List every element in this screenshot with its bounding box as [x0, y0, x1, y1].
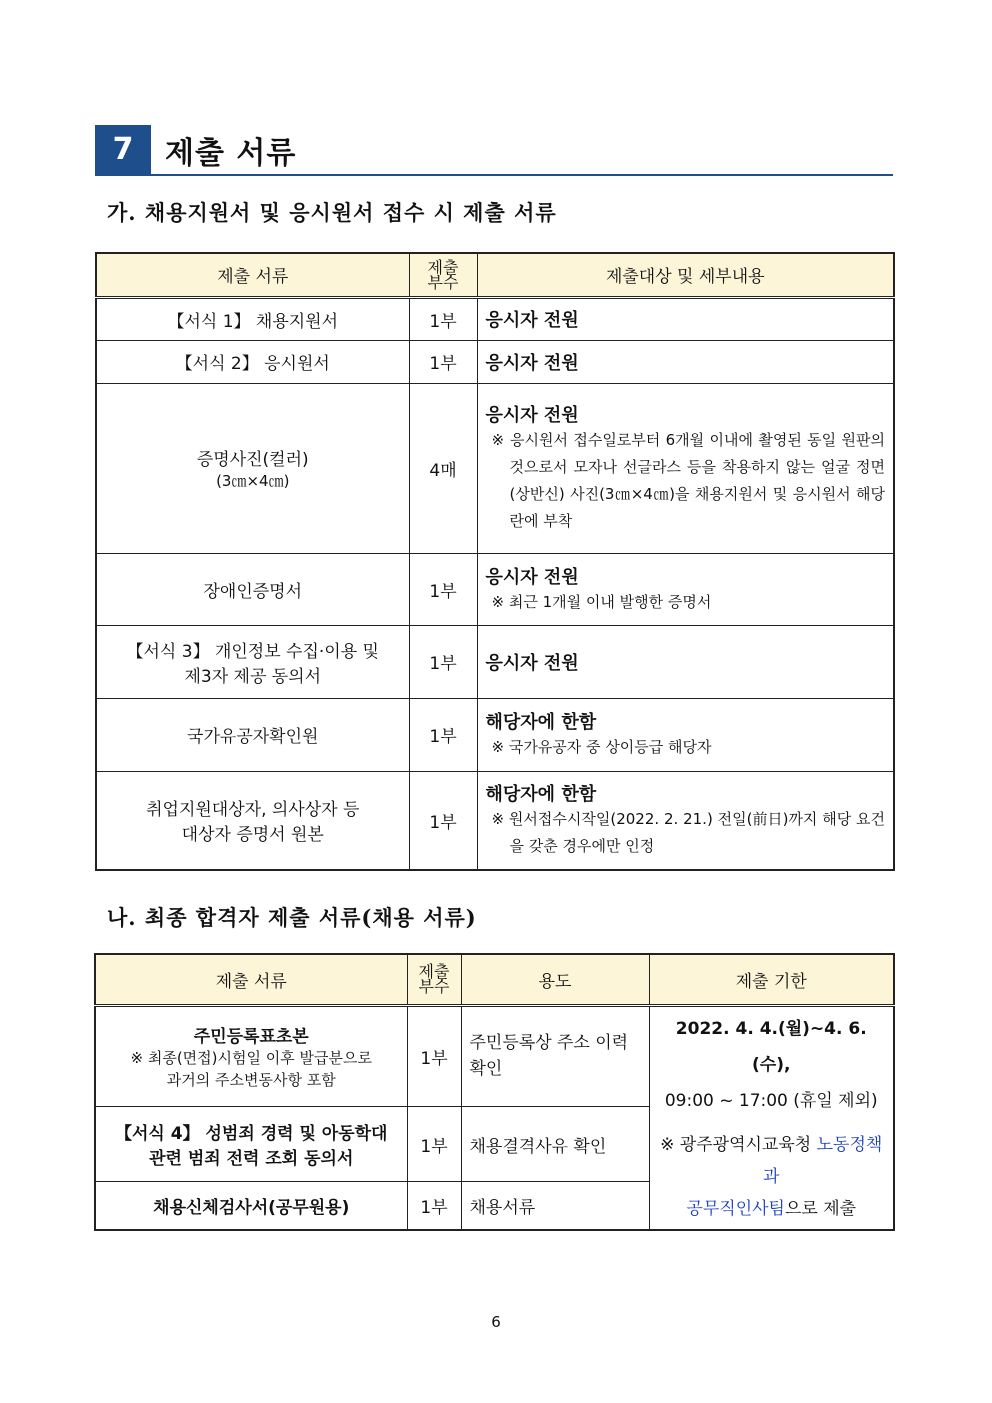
purpose-cell: 채용서류 — [461, 1182, 649, 1230]
doc-note-1: ※ 최종(면접)시험일 이후 발급분으로 — [130, 1048, 372, 1067]
detail-cell — [477, 771, 894, 870]
table-row — [95, 1005, 894, 1106]
detail-main: 해당자에 한함 — [485, 712, 597, 733]
page-number: 6 — [491, 1313, 501, 1331]
detail-main: 응시자 전원 — [485, 310, 579, 331]
detail-main: 응시자 전원 — [485, 352, 579, 374]
detail-cell — [477, 625, 894, 698]
purpose-cell: 채용결격사유 확인 — [461, 1106, 649, 1182]
doc-cell: 【서식 2】 응시원서 — [96, 340, 409, 383]
doc-sub: 대상자 증명서 원본 — [181, 825, 324, 846]
doc-cell — [96, 771, 409, 870]
count-cell: 1부 — [409, 771, 477, 870]
detail-cell — [477, 698, 894, 771]
detail-note: ※ 원서접수시작일(2022. 2. 21.) 전일(前日)까지 해당 요건을 갖춘 경우에만 인정 — [491, 810, 885, 856]
doc-sub: 제3자 제공 동의서 — [184, 666, 322, 687]
detail-note: ※ 국가유공자 중 상이등급 해당자 — [491, 738, 712, 756]
doc-note-2: 과거의 주소변동사항 포함 — [166, 1070, 336, 1089]
table-row — [96, 771, 894, 870]
table-row — [96, 698, 894, 771]
detail-cell — [477, 553, 894, 625]
deadline-date: 2022. 4. 4.(월)~4. 6.(수), — [675, 1018, 867, 1075]
doc-cell — [96, 383, 409, 553]
detail-main: 해당자에 한함 — [485, 784, 597, 806]
detail-cell — [477, 340, 894, 383]
doc-cell: 채용신체검사서(공무원용) — [95, 1182, 407, 1230]
deadline-time: 09:00 ~ 17:00 (휴일 제외) — [664, 1090, 878, 1111]
table-row — [96, 625, 894, 698]
deadline-note-team: 공무직인사팀 — [686, 1198, 785, 1219]
table-final-documents — [94, 953, 895, 1231]
doc-cell: 【서식 1】 채용지원서 — [96, 297, 409, 340]
deadline-cell — [649, 1005, 894, 1230]
header-count — [409, 253, 477, 297]
header-count-line2: 부수 — [427, 272, 459, 292]
doc-main: 【서식 3】 개인정보 수집·이용 및 — [126, 641, 379, 662]
header-count-line2: 부수 — [418, 977, 450, 997]
detail-cell — [477, 297, 894, 340]
header-purpose: 용도 — [461, 954, 649, 1005]
detail-note: ※ 응시원서 접수일로부터 6개월 이내에 촬영된 동일 원판의 것으로서 모자나 선글라스 등을 착용하지 않는 얼굴 정면(상반신) 사진(3㎝×4㎝)을 채용지원서 및 응시원서 해당란에 부착 — [491, 431, 885, 530]
subheading-b: 나. 최종 합격자 제출 서류(채용 서류) — [107, 905, 477, 930]
detail-main: 응시자 전원 — [485, 405, 579, 426]
doc-main: 주민등록표초본 — [193, 1026, 309, 1047]
section-header — [95, 125, 893, 177]
count-cell: 1부 — [407, 1182, 461, 1230]
table-row — [96, 383, 894, 553]
section-underline — [95, 174, 893, 176]
purpose-cell: 주민등록상 주소 이력 확인 — [461, 1005, 649, 1106]
table-row — [96, 297, 894, 340]
header-count-line1: 제출 — [427, 257, 459, 277]
deadline-note-prefix: ※ 광주광역시교육청 — [660, 1134, 817, 1155]
table-header-row — [95, 954, 894, 1005]
header-doc: 제출 서류 — [95, 954, 407, 1005]
count-cell: 1부 — [409, 625, 477, 698]
deadline-note-dept: 노동정책과 — [763, 1134, 883, 1187]
count-cell: 1부 — [409, 340, 477, 383]
doc-cell — [96, 625, 409, 698]
table-row — [96, 340, 894, 383]
detail-main: 응시자 전원 — [485, 652, 579, 674]
count-cell: 1부 — [409, 698, 477, 771]
count-cell: 1부 — [409, 297, 477, 340]
doc-cell — [95, 1005, 407, 1106]
count-cell: 1부 — [407, 1005, 461, 1106]
count-cell: 1부 — [409, 553, 477, 625]
table-row — [96, 553, 894, 625]
deadline-note — [658, 1129, 886, 1225]
doc-main: 증명사진(컬러) — [196, 450, 309, 470]
section-title: 제출 서류 — [165, 136, 297, 171]
section-number: 7 — [95, 125, 151, 174]
count-cell: 4매 — [409, 383, 477, 553]
doc-main: 취업지원대상자, 의사상자 등 — [146, 800, 360, 821]
header-doc: 제출 서류 — [96, 253, 409, 297]
doc-main: 【서식 4】 성범죄 경력 및 아동학대 — [115, 1124, 388, 1145]
deadline-note-suffix: 으로 제출 — [784, 1198, 857, 1219]
header-deadline: 제출 기한 — [649, 954, 894, 1005]
subheading-a: 가. 채용지원서 및 응시원서 접수 시 제출 서류 — [107, 200, 557, 225]
doc-sub: 관련 범죄 전력 조회 동의서 — [149, 1149, 354, 1170]
table-application-documents — [95, 252, 895, 871]
detail-note: ※ 최근 1개월 이내 발행한 증명서 — [491, 592, 712, 611]
detail-main: 응시자 전원 — [485, 566, 579, 588]
doc-cell: 국가유공자확인원 — [96, 698, 409, 771]
detail-cell — [477, 383, 894, 553]
header-detail: 제출대상 및 세부내용 — [477, 253, 894, 297]
table-header-row — [96, 253, 894, 297]
doc-cell — [95, 1106, 407, 1182]
doc-sub: (3㎝×4㎝) — [216, 472, 290, 490]
header-count-line1: 제출 — [418, 962, 450, 982]
doc-cell: 장애인증명서 — [96, 553, 409, 625]
header-count — [407, 954, 461, 1005]
count-cell: 1부 — [407, 1106, 461, 1182]
